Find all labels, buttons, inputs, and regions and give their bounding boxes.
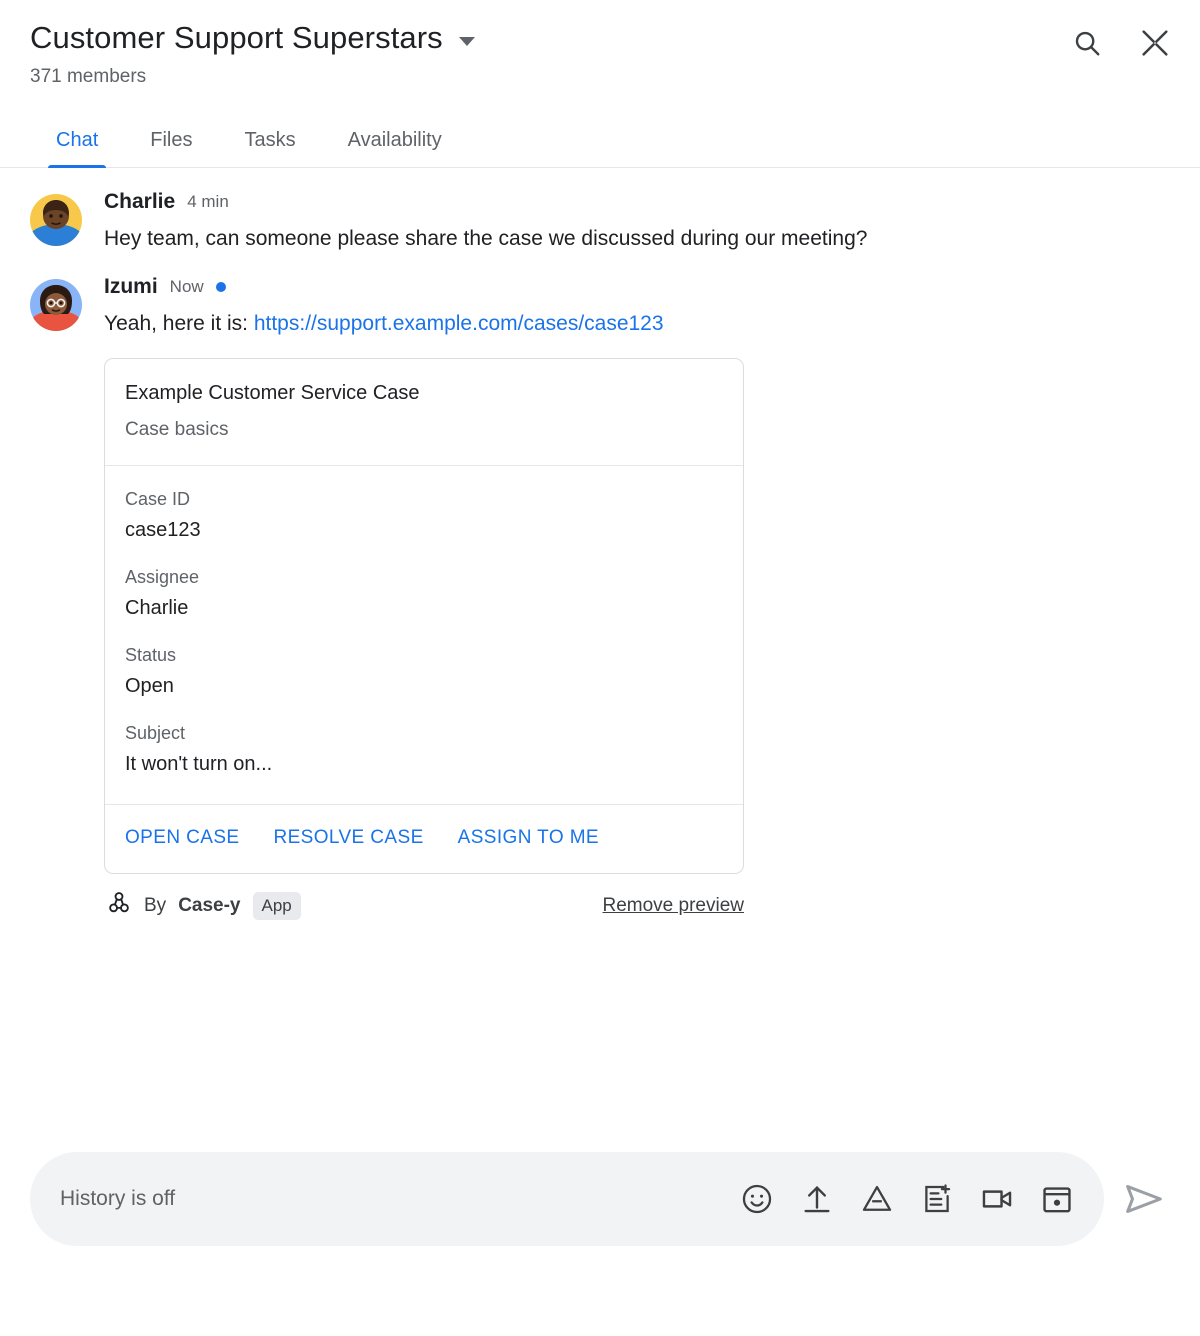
field-label: Assignee — [125, 567, 200, 587]
webhook-icon — [106, 890, 132, 922]
composer[interactable] — [30, 1152, 1104, 1246]
message-author: Charlie — [104, 190, 176, 213]
composer-icons — [740, 1182, 1074, 1216]
header-actions — [1070, 26, 1172, 60]
attribution-app-name: Case-y — [178, 895, 241, 916]
card-title: Example Customer Service Case — [125, 382, 420, 404]
field-value: Charlie — [125, 597, 189, 619]
chat-header — [0, 0, 1200, 90]
card-actions — [105, 805, 743, 873]
member-count: 371 members — [30, 66, 147, 87]
message-text: Hey team, can someone please share the case we discussed during our meeting? — [104, 227, 868, 250]
case-preview-card — [104, 358, 744, 874]
calendar-icon[interactable] — [1040, 1182, 1074, 1216]
tab-bar — [0, 112, 1200, 168]
avatar[interactable] — [30, 194, 82, 246]
remove-preview-link[interactable]: Remove preview — [602, 895, 744, 916]
message-header — [104, 275, 1170, 299]
message-item — [30, 190, 1170, 255]
message-text — [104, 307, 1004, 340]
app-badge: App — [253, 892, 301, 920]
tab-chat[interactable]: Chat — [30, 128, 124, 167]
card-fields — [105, 466, 743, 805]
field-label: Status — [125, 645, 177, 665]
card-header — [105, 359, 743, 466]
card-field-subject — [125, 720, 723, 778]
card-field-status — [125, 642, 723, 700]
card-field-case-id — [125, 486, 723, 544]
composer-bar — [0, 1152, 1200, 1246]
attribution-by-label: By — [144, 895, 167, 916]
message-list — [0, 168, 1200, 922]
message-header — [104, 190, 1170, 214]
avatar[interactable] — [30, 279, 82, 331]
tab-availability[interactable]: Availability — [347, 129, 442, 151]
message-link[interactable]: https://support.example.com/cases/case123 — [253, 312, 664, 335]
field-value: It won't turn on... — [125, 753, 273, 775]
message-author: Izumi — [104, 275, 158, 298]
unread-indicator-icon — [216, 282, 226, 292]
room-title-row — [30, 18, 1170, 58]
open-case-button[interactable]: OPEN CASE — [125, 827, 240, 848]
field-label: Subject — [125, 723, 186, 743]
message-body — [104, 275, 1170, 922]
chevron-down-icon[interactable] — [459, 37, 475, 46]
video-call-icon[interactable] — [980, 1182, 1014, 1216]
card-field-assignee — [125, 564, 723, 622]
message-timestamp: Now — [169, 277, 204, 296]
upload-icon[interactable] — [800, 1182, 834, 1216]
card-attribution — [104, 890, 744, 922]
card-subtitle: Case basics — [125, 419, 229, 440]
field-value: case123 — [125, 519, 201, 541]
field-label: Case ID — [125, 489, 191, 509]
message-item — [30, 275, 1170, 922]
collapse-arrows-icon[interactable] — [1138, 26, 1172, 60]
tab-tasks[interactable]: Tasks — [244, 129, 296, 151]
page-title: Customer Support Superstars — [30, 20, 443, 55]
send-icon[interactable] — [1118, 1173, 1170, 1225]
tab-files[interactable]: Files — [150, 129, 193, 151]
message-text-prefix: Yeah, here it is: — [104, 312, 254, 335]
attribution-left — [106, 890, 301, 922]
field-value: Open — [125, 675, 174, 697]
google-drive-icon[interactable] — [860, 1182, 894, 1216]
resolve-case-button[interactable]: RESOLVE CASE — [273, 827, 424, 848]
message-timestamp: 4 min — [187, 192, 229, 211]
message-body — [104, 190, 1170, 255]
search-icon[interactable] — [1070, 26, 1104, 60]
assign-to-me-button[interactable]: ASSIGN TO ME — [457, 827, 599, 848]
emoji-icon[interactable] — [740, 1182, 774, 1216]
message-input[interactable] — [58, 1186, 740, 1212]
create-document-icon[interactable] — [920, 1182, 954, 1216]
